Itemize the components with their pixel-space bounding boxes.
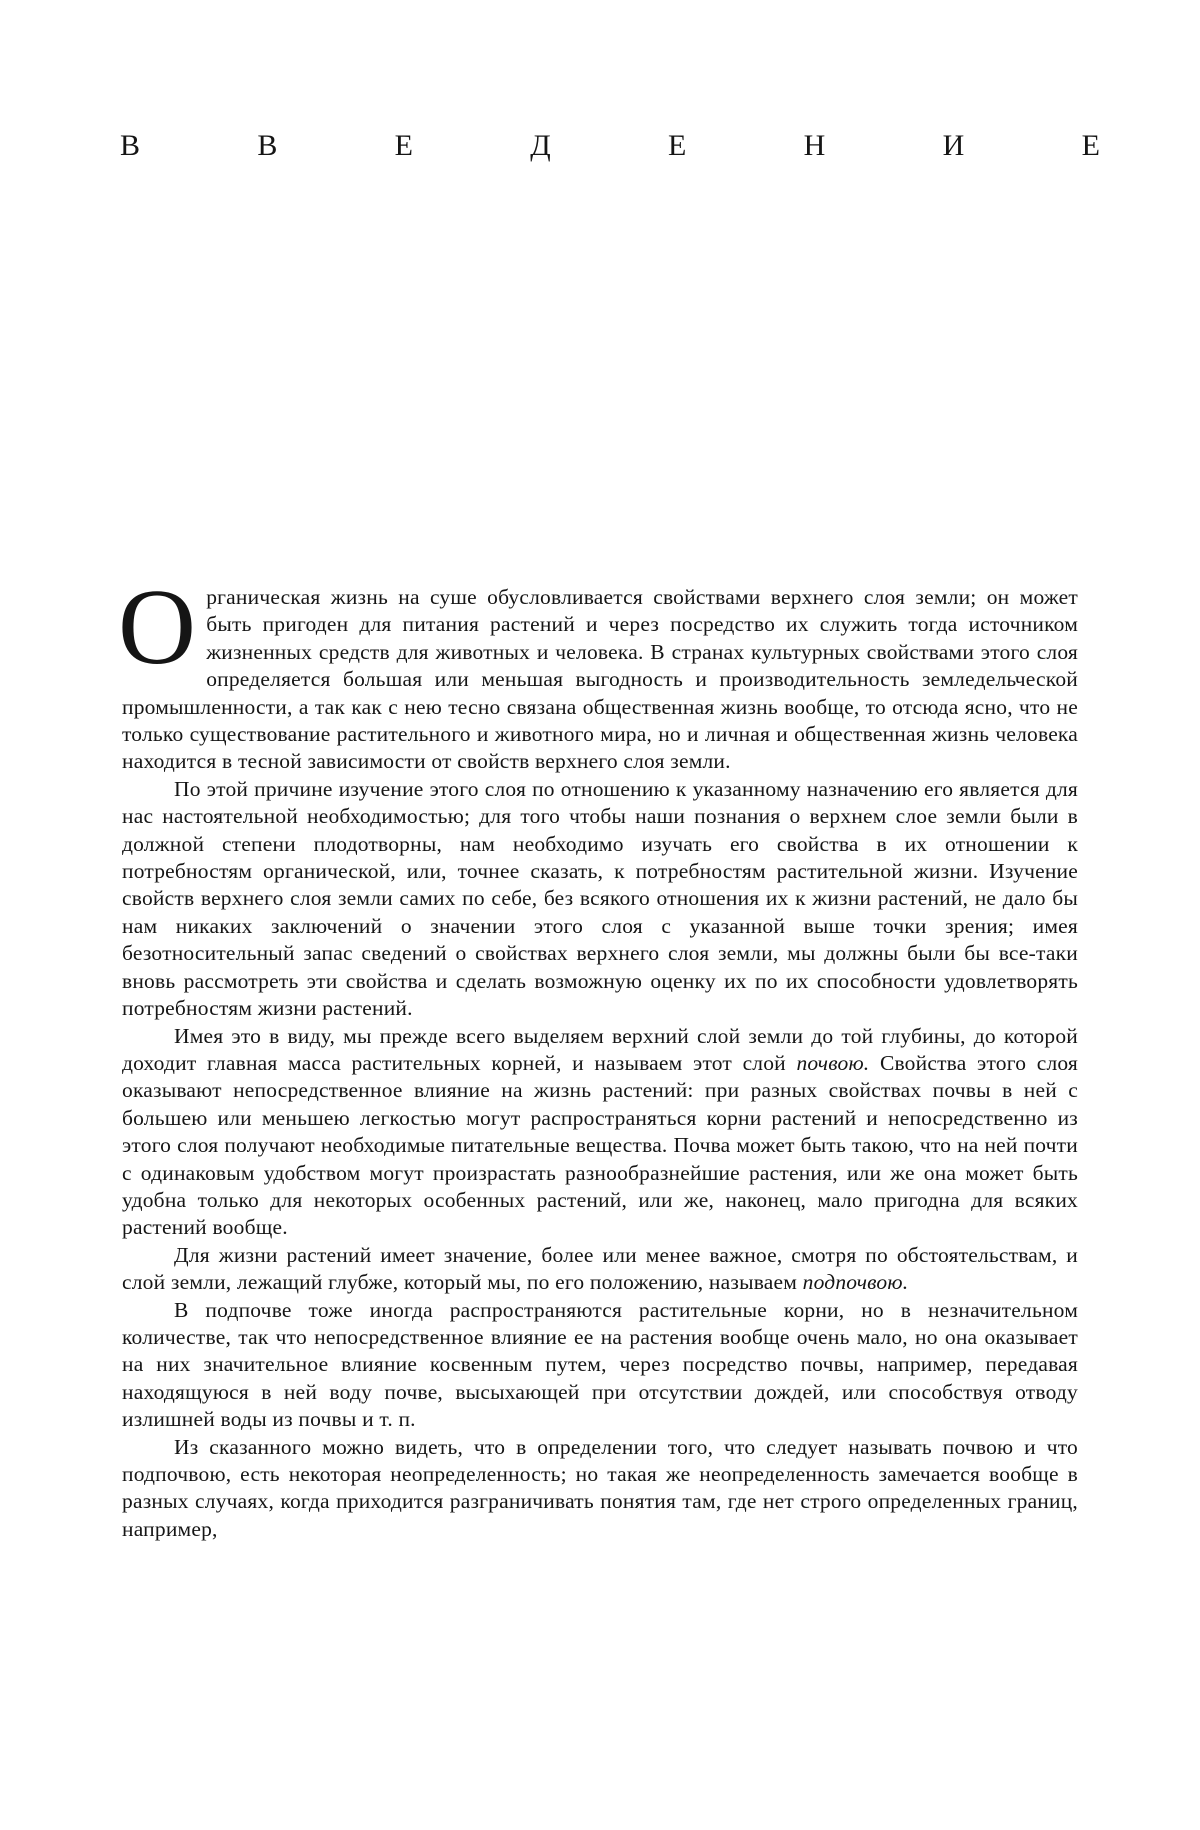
paragraph	[118, 568, 1078, 776]
heading-letter: Е	[668, 129, 687, 162]
term-emphasis: подпочвою.	[802, 1270, 909, 1295]
paragraph-text: Для жизни растений имеет значение, более или менее важное, смотря по обстоятельствам, и слой земли, лежащий глубже, который мы, по его положению, называем	[122, 1242, 1078, 1295]
heading-letter: Н	[803, 129, 826, 162]
paragraph-text: Свойства этого слоя оказывают непосредственное влияние на жизнь растений: при разных свойствах почвы в ней с большею или меньшею легкостью могут распространяться корни растений и непосредственно из этого слоя получают необходимые питательные вещества. Почва может быть такою, что на ней почти с одинаковым удобством могут произрастать разнообразнейшие растения, или же она может быть удобна только для некоторых особенных растений, или же, наконец, мало пригодна для всяких растений вообще.	[122, 1050, 1079, 1240]
heading-letter: Д	[530, 129, 551, 162]
heading-letter: Е	[394, 129, 413, 162]
paragraph	[122, 1023, 1078, 1242]
paragraph: По этой причине изучение этого слоя по отношению к указанному назначению его является для нас настоятельной необходимостью; для того чтобы наши познания о верхнем слое земли были в должной степени плодотворны, нам необходимо изучать его свойства в их отношении к потребностям органической, или, точнее сказать, к потребностям растительной жизни. Изучение свойств верхнего слоя земли самих по себе, без всякого отношения их к жизни растений, не дало бы нам никаких заключений о значении этого слоя с указанной выше точки зрения; имея безотносительный запас сведений о свойствах верхнего слоя земли, мы должны были бы все-таки вновь рассмотреть эти свойства и сделать возможную оценку их по их способности удовлетворять потребностям жизни растений.	[122, 776, 1078, 1021]
term-emphasis: почвою.	[796, 1050, 870, 1075]
page-heading	[120, 128, 1100, 164]
heading-letter: В	[120, 129, 141, 162]
paragraph: В подпочве тоже иногда распространяются растительные корни, но в незначительном количестве, так что непосредственное влияние ее на растения вообще очень мало, но она оказывает на них значительное влияние косвенным путем, через посредство почвы, например, передавая находящуюся в ней воду почве, высыхающей при отсутствии дождей, или способствуя отводу излишней воды из почвы и т. п.	[122, 1297, 1078, 1432]
drop-cap: О	[118, 568, 197, 687]
heading-letter: И	[942, 129, 965, 162]
body-text	[118, 568, 1079, 1543]
paragraph	[122, 1242, 1078, 1297]
paragraph: Из сказанного можно видеть, что в определении того, что следует называть почвою и что подпочвою, есть некоторая неопределенность; но такая же неопределенность замечается вообще в разных случаях, когда приходится разграничивать понятия там, где нет строго определенных границ, например,	[122, 1434, 1078, 1541]
heading-letter: Е	[1081, 129, 1100, 162]
paragraph-text: рганическая жизнь на суше обусловливается свойствами верхнего слоя земли; он может быть пригоден для питания растений и через посредство их служить тогда источником жизненных средств для животных и человека. В странах культурных свойствами этого слоя определяется большая или меньшая выгодность и производительность земледельческой промышленности, а так как с нею тесно связана общественная жизнь вообще, то отсюда ясно, что не только существование растительного и животного мира, но и личная и общественная жизнь человека находится в тесной зависимости от свойств верхнего слоя земли.	[122, 585, 1078, 774]
paragraph-text: Имея это в виду, мы прежде всего выделяем верхний слой земли до той глубины, до которой доходит главная масса растительных корней, и называем этот слой	[122, 1023, 1078, 1075]
heading-letter: В	[257, 129, 278, 162]
